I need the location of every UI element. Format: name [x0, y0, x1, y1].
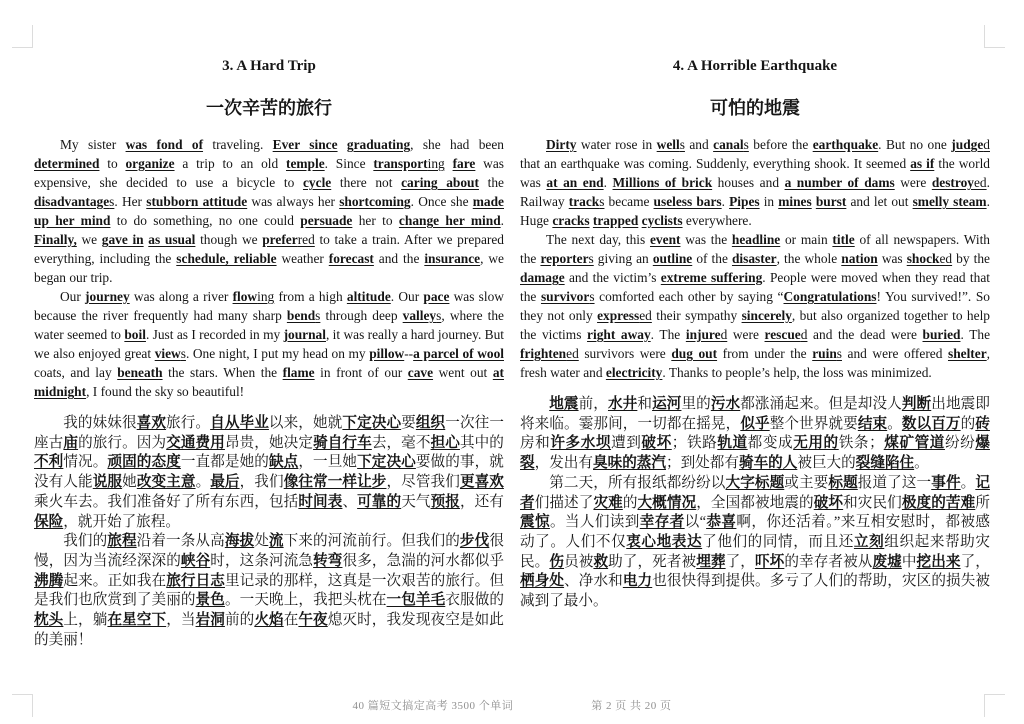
- chinese-paragraph: 我们的旅程沿着一条从高海拔处流下来的河流前行。但我们的步伐很慢，因为当流经深深的峡谷时，这条河流急转弯很多，急湍的河水都似乎沸腾起来。正如我在旅行日志里记录的那样，这真是一次艰苦的旅行。但是我们也欣赏到了美丽的景色。一天晚上，我把头枕在一包羊毛衣服做的枕头上，躺在星空下，当岩洞前的火焰在午夜熄灭时，我发现夜空是如此的美丽！: [34, 533, 504, 648]
- chinese-paragraph: 第二天，所有报纸都纷纷以大字标题或主要标题报道了这一事件。记者们描述了灾难的大概情况，全国都被地震的破坏和灾民们极度的苦难所震惊。当人们读到幸存者以“恭喜啊，你还活着。”来互相安慰时，都被感动了。人们不仅衷心地表达了他们的同情，而且还立刻组织起来帮助灾民。伤员被救助了，死者被埋葬了，吓坏的幸存者被从废墟中挖出来了，栖身处、净水和电力也很快得到提供。多亏了人们的帮助，灾区的损失被减到了最小。: [520, 474, 990, 610]
- crop-mark-top-right: [984, 25, 1005, 48]
- chinese-paragraph: 我的妹妹很喜欢旅行。自从毕业以来，她就下定决心要组织一次往一座古庙的旅行。因为交通费用昂贵，她决定骑自行车去，毫不担心其中的不利情况。顽固的态度一直都是她的缺点，一旦她下定决心要做的事，就没有人能说服她改变主意。最后，我们像往常一样让步，尽管我们更喜欢乘火车去。我们准备好了所有东西，包括时间表、可靠的天气预报，还有保险，就开始了旅程。: [34, 415, 504, 530]
- page-footer: [0, 697, 1024, 713]
- english-paragraph: My sister was fond of traveling. Ever since graduating, she had been determined to organize a trip to an old temple. Since transporting fare was expensive, she decided to use a bicycle to cycle there not caring about the disadvantages. Her stubborn attitude was always her shortcoming. Once she made up her mind to do something, no one could persuade her to change her mind. Finally, we gave in as usual though we preferred to take a train. After we prepared everything, including the schedule, reliable weather forecast and the insurance, we began our trip.: [34, 137, 505, 285]
- article-title-en: 3. A Hard Trip: [222, 58, 316, 74]
- article-hard-trip: [34, 46, 504, 650]
- crop-mark-top-left: [12, 25, 33, 48]
- article-title-cn: 一次辛苦的旅行: [206, 98, 332, 118]
- two-column-layout: [34, 46, 990, 650]
- footer-doc-title: 40 篇短文搞定高考 3500 个单词: [352, 700, 514, 712]
- chinese-translation-block: [34, 414, 504, 650]
- english-paragraph: Dirty water rose in wells and canals before the earthquake. But no one judged that an earthquake was coming. Suddenly, everything shook. It seemed as if the world was at an end. Millions of brick houses and a number of dams were destroyed. Railway tracks became useless bars. Pipes in mines burst and let out smelly steam. Huge cracks trapped cyclists everywhere.: [520, 137, 990, 228]
- article-title-en: 4. A Horrible Earthquake: [672, 58, 838, 74]
- english-paragraph: Our journey was along a river flowing from a high altitude. Our pace was slow because the river frequently had many sharp bends through deep valleys, where the water seemed to boil. Just as I recorded in my journal, it was really a hard journey. But we also enjoyed great views. One night, I put my head on my pillow--a parcel of wool coats, and lay beneath the stars. When the flame in front of our cave went out at midnight, I found the sky so beautiful!: [34, 289, 504, 399]
- footer-page-number: 第 2 页 共 20 页: [591, 700, 672, 712]
- article-horrible-earthquake: [520, 46, 990, 650]
- article-title-cn: 可怕的地震: [710, 98, 800, 118]
- chinese-paragraph: 地震前，水井和运河里的污水都涨涌起来。但是却没人判断出地震即将来临。霎那间，一切都在摇晃，似乎整个世界就要结束。数以百万的砖房和许多水坝遭到破坏；铁路轨道都变成无用的铁条；煤矿管道纷纷爆裂，发出有臭味的蒸汽；到处都有骑车的人被巨大的裂缝陷住。: [520, 396, 990, 472]
- chinese-translation-block: [520, 395, 990, 612]
- english-paragraph: The next day, this event was the headline or main title of all newspapers. With the reporters giving an outline of the disaster, the whole nation was shocked by the damage and the victim’s extreme suffering. People were moved when they read that the survivors comforted each other by saying “Congratulations! You survived!”. So they not only expressed their sympathy sincerely, but also organized together to help the victims right away. The injured were rescued and the dead were buried. The frightened survivors were dug out from under the ruins and were offered shelter, fresh water and electricity. Thanks to people’s help, the loss was minimized.: [520, 232, 991, 380]
